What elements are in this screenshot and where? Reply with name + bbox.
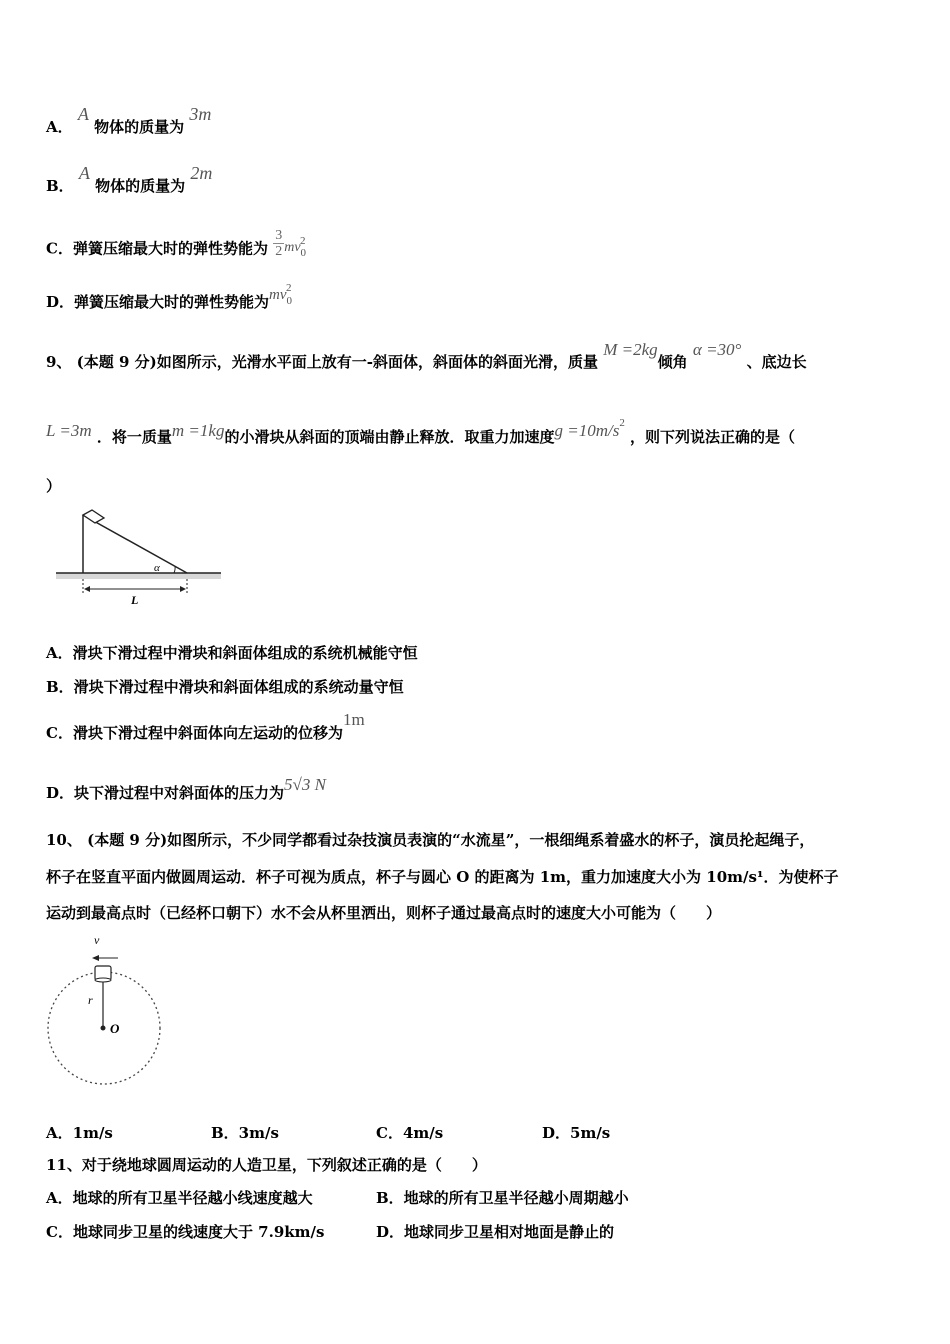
q9-stem-line1 bbox=[46, 340, 807, 372]
superscript: 2 bbox=[619, 417, 625, 429]
q8-option-b[interactable] bbox=[46, 163, 213, 196]
q8-option-d[interactable] bbox=[46, 282, 298, 314]
q10-option-b[interactable]: B．3m/s bbox=[211, 1124, 279, 1142]
numerator: 3 bbox=[275, 228, 283, 243]
cup-mouth bbox=[95, 978, 111, 982]
math-var: A bbox=[77, 104, 89, 124]
math-expr: mv bbox=[269, 287, 287, 303]
stem-text: ） bbox=[46, 477, 62, 495]
stem-text: 倾角 bbox=[657, 353, 688, 371]
velocity-label: v bbox=[94, 933, 100, 947]
option-text: A．滑块下滑过程中滑块和斜面体组成的系统机械能守恒 bbox=[46, 644, 418, 662]
option-text: D．块下滑过程中对斜面体的压力为 bbox=[46, 784, 285, 802]
math-expr: M =2kg bbox=[603, 340, 658, 359]
option-text: A．地球的所有卫星半径越小线速度越大 bbox=[46, 1189, 313, 1207]
incline-slope bbox=[83, 515, 187, 573]
option-text: B．地球的所有卫星半径越小周期越小 bbox=[376, 1189, 629, 1207]
option-text: 物体的质量为 bbox=[95, 177, 186, 195]
q8-option-a[interactable] bbox=[46, 104, 212, 137]
math-expr: α =30° bbox=[692, 340, 742, 359]
q11-stem bbox=[46, 1155, 487, 1175]
stem-text: (本题 9 分)如图所示，光滑水平面上放有一-斜面体，斜面体的斜面光滑，质量 bbox=[76, 353, 598, 371]
q10-stem-line3 bbox=[46, 903, 721, 923]
option-text: 弹簧压缩最大时的弹性势能为 bbox=[72, 239, 268, 258]
option-label: A． bbox=[46, 118, 73, 136]
subscript: 0 bbox=[286, 295, 293, 307]
option-text: C．滑块下滑过程中斜面体向左运动的位移为 bbox=[46, 724, 343, 742]
stem-text: 的小滑块从斜面的顶端由静止释放．取重力加速度 bbox=[224, 428, 555, 446]
stem-text: 11、对于绕地球圆周运动的人造卫星，下列叙述正确的是（ ） bbox=[46, 1156, 487, 1174]
denominator: 2 bbox=[275, 244, 283, 259]
option-text: B．滑块下滑过程中滑块和斜面体组成的系统动量守恒 bbox=[46, 678, 404, 696]
q9-stem-line2 bbox=[46, 417, 796, 449]
math-expr: L =3m bbox=[46, 421, 92, 440]
math-expr: 2m bbox=[190, 163, 213, 183]
question-number: 9、 bbox=[46, 353, 72, 371]
q9-option-c[interactable] bbox=[46, 710, 365, 743]
q11-option-c[interactable] bbox=[46, 1222, 324, 1242]
stem-text: ，则下列说法正确的是（ bbox=[630, 428, 796, 446]
circle-motion-figure bbox=[44, 932, 169, 1092]
arrow-left bbox=[84, 586, 90, 592]
q10-option-a[interactable]: A．1m/s bbox=[46, 1124, 113, 1142]
stem-text: 、底边长 bbox=[746, 353, 807, 371]
option-text: C．地球同步卫星的线速度大于 7.9km/s bbox=[46, 1223, 325, 1241]
math-expr: 1m bbox=[342, 710, 365, 729]
stem-text: 运动到最高点时（已经杯口朝下）水不会从杯里洒出，则杯子通过最高点时的速度大小可能为（ ） bbox=[46, 904, 722, 922]
superscript: 2 bbox=[300, 234, 306, 247]
center-label: O bbox=[110, 1021, 120, 1036]
superscript: 2 bbox=[286, 282, 292, 294]
option-label: D． bbox=[46, 293, 75, 311]
subscript: 0 bbox=[300, 246, 307, 259]
math-expr: g =10m/s bbox=[554, 421, 620, 440]
stem-text: 杯子在竖直平面内做圆周运动．杯子可视为质点，杯子与圆心 O 的距离为 1m，重力加速度大小为 10m/s¹．为使杯子 bbox=[46, 868, 839, 886]
q11-option-a[interactable] bbox=[46, 1188, 313, 1208]
q9-option-b[interactable] bbox=[46, 677, 404, 697]
q10-stem-line1 bbox=[46, 830, 814, 850]
stem-text: 10、 (本题 9 分)如图所示，不少同学都看过杂技演员表演的“水流星”，一根细绳系着盛水的杯子，演员抡起绳子， bbox=[46, 831, 815, 849]
option-text: 弹簧压缩最大时的弹性势能为 bbox=[74, 293, 270, 311]
option-label: B． bbox=[46, 177, 74, 195]
option-label: C． bbox=[46, 239, 73, 258]
q10-stem-line2 bbox=[46, 867, 839, 887]
q9-option-a[interactable] bbox=[46, 643, 418, 663]
option-text: 物体的质量为 bbox=[94, 118, 185, 136]
incline-figure bbox=[56, 505, 226, 610]
angle-arc bbox=[174, 566, 175, 573]
math-var: A bbox=[78, 163, 90, 183]
math-expr: 5√3 N bbox=[284, 775, 326, 794]
velocity-arrowhead bbox=[92, 955, 99, 961]
math-expr: mv bbox=[284, 239, 301, 255]
option-text: D．地球同步卫星相对地面是静止的 bbox=[376, 1223, 615, 1241]
length-label: L bbox=[131, 593, 139, 607]
fraction bbox=[273, 228, 284, 259]
q8-option-c[interactable] bbox=[46, 228, 312, 265]
center-point bbox=[101, 1026, 106, 1031]
arrow-right bbox=[180, 586, 186, 592]
q10-option-d[interactable]: D．5m/s bbox=[542, 1124, 611, 1142]
stem-text: ．将一质量 bbox=[96, 428, 172, 446]
angle-label: α bbox=[154, 562, 160, 574]
q9-option-d[interactable] bbox=[46, 775, 326, 803]
q9-stem-line3 bbox=[46, 476, 61, 496]
q11-option-d[interactable] bbox=[376, 1222, 614, 1242]
slider-block bbox=[83, 510, 104, 523]
q11-option-b[interactable] bbox=[376, 1188, 629, 1208]
radius-label: r bbox=[88, 993, 93, 1007]
ground bbox=[56, 573, 221, 579]
math-expr: 3m bbox=[189, 104, 212, 124]
q10-option-c[interactable]: C．4m/s bbox=[376, 1124, 444, 1142]
math-expr: m =1kg bbox=[171, 421, 225, 440]
